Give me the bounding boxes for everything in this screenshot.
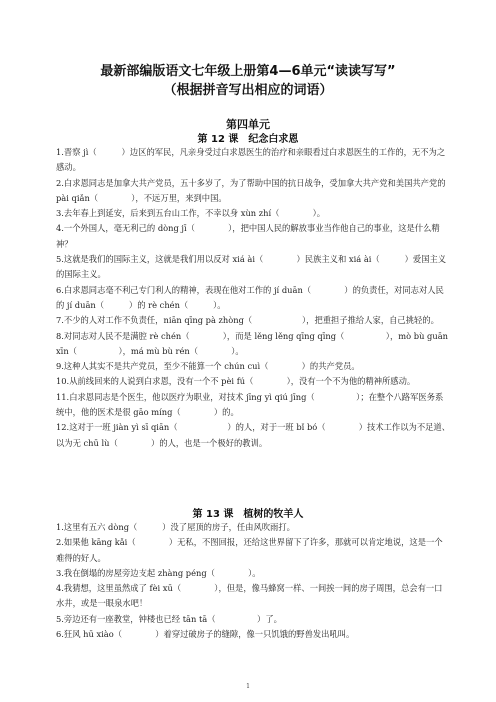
exercise-item: 5.旁边还有一座教堂，钟楼也已经 tān tā（ ）了。: [56, 613, 282, 624]
lesson-13-exercises: [56, 520, 450, 642]
exercise-item: 6.白求恩同志毫不利己专门利人的精神，表现在他对工作的 jí duān（ ）的负责任，对同志对人民的 jí duān（ ）的 rè chén（ ）。: [56, 284, 444, 310]
document-subtitle: （根据拼音写出相应的词语）: [163, 83, 333, 98]
exercise-item: 2.如果他 kāng kǎi（ ）无私，不图回报，还给这世界留下了许多，那就可以肯定地说，这是一个难得的好人。: [56, 537, 443, 563]
exercise-item: 3.去年春上到延安，后来到五台山工作，不幸以身 xùn zhí（ ）。: [56, 208, 326, 219]
exercise-item: 2.白求恩同志是加拿大共产党员，五十多岁了，为了帮助中国的抗日战争，受加拿大共产党和美国共产党的 pài qiǎn（ ），不远万里，来到中国。: [56, 177, 446, 203]
exercise-item: 6.狂风 hū xiào（ ）着穿过破房子的缝隙，像一只饥饿的野兽发出吼叫。: [56, 629, 355, 640]
exercise-item: 1.这里有五六 dòng（ ）没了屋顶的房子，任由风吹雨打。: [56, 522, 295, 532]
lesson-12-heading: 第 12 课 纪念白求恩: [197, 134, 299, 145]
exercise-item: 9.这种人其实不是共产党员，至少不能算一个 chún cuì（ ）的共产党员。: [56, 361, 360, 372]
lesson-13-heading: 第 13 课 植树的牧羊人: [192, 509, 304, 520]
exercise-item: 5.这就是我们的国际主义，这就是我们用以反对 xiá ài（ ）民族主义和 xiá ài（ ）爱国主义的国际主义。: [56, 254, 447, 280]
exercise-item: 3.我在倒塌的房屋旁边支起 zhàng péng（ ）。: [56, 567, 261, 578]
lesson-12-exercises: [56, 145, 450, 451]
document-title: 最新部编版语文七年级上册第4—6单元“读读写写”: [100, 64, 396, 79]
exercise-item: 1.晋察 jì（ ）边区的军民，凡亲身受过白求恩医生的治疗和亲眼看过白求恩医生的工作的，无不为之感动。: [56, 147, 446, 173]
exercise-item: 10.从前线回来的人说到白求恩，没有一个不 pèi fú（ ），没有一个不为他的精神所感动。: [56, 376, 416, 387]
exercise-item: 11.白求恩同志是个医生，他以医疗为职业，对技术 jīng yì qiú jīng（ ）；在整个八路军医务系统中，他的医术是很 gāo míng（ ）的。: [56, 391, 444, 418]
exercise-item: 8.对同志对人民不是满腔 rè chén（ ），而是 lěng lěng qīng qīng（ ），mò bù guān xīn（ ），má mù bù rén（ ）。: [56, 330, 448, 356]
page-number: 1: [246, 683, 250, 690]
exercise-item: 12.这对于一班 jiàn yì sī qiān（ ）的人，对于一班 bǐ bó（ ）技术工作以为不足道、以为无 chū lù（ ）的人，也是一个极好的教训。: [56, 422, 451, 448]
unit-heading: 第四单元: [226, 118, 270, 131]
exercise-item: 7.不少的人对工作不负责任，niān qīng pà zhòng（ ），把重担子推给人家，自己挑轻的。: [56, 315, 439, 326]
exercise-item: 4.一个外国人，毫无利己的 dòng jī（ ），把中国人民的解放事业当作他自己的事业，这是什么精神？: [56, 223, 440, 249]
exercise-item: 4.我猜想，这里虽然成了 fèi xū（ ），但是，像马蜂窝一样、一间挨一间的房子周围，总会有一口水井，或是一眼泉水吧！: [56, 583, 443, 609]
